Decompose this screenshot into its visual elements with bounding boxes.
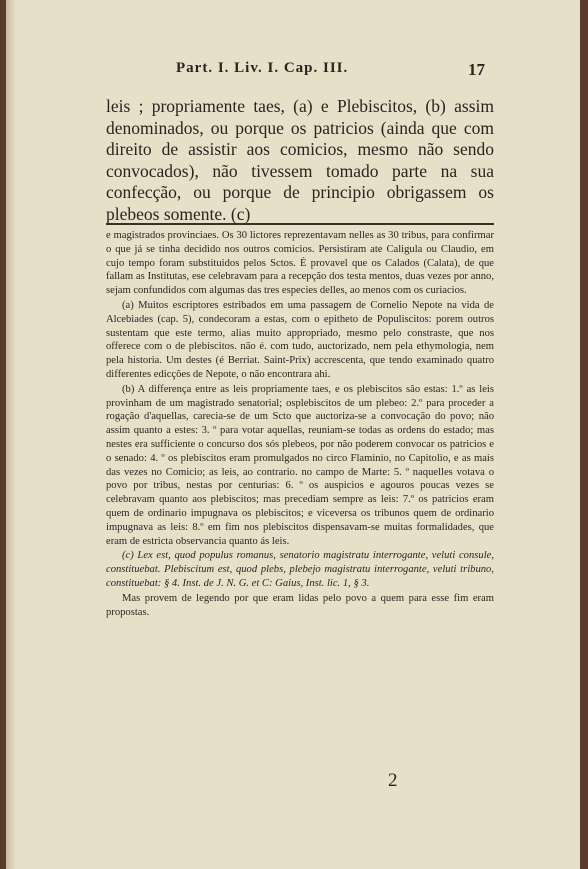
signature-mark: 2	[388, 770, 398, 791]
footnote-b: (b) A differença entre as leis propriamente taes, e os plebiscitos são estas: 1.º as leis provinham de um magistrado senatorial; osplebiscitos de um plebeo: 2.º para proceder a rogação d'aquellas, carecia-se de um Scto que auctoriza-se a convocação do povo; não assim quanto a estes: 3. º para votar aquellas, reuniam-se todas as ordens do estado; mas nestes era sufficiente o concurso dos sós plebeos, por não poderem convocar os patricios e o senado: 4. º os plebiscitos eram promulgados no circo Flaminio, no Capitolio, e as mais das vezes no Comicio; as leis, ao contrario. no campo de Marte: 5. º naquelles votava o povo por tribus, nestas por centurias: 6. º os auspicios e agouros poucas vezes se celebravam quanto aos plebiscitos; mas precediam sempre as leis: 7.º os patricios eram quem de ordinario impugnava os plebiscitos; e viceversa os tribunos quem de ordinario impugnava as leis: 8.º em fim nos plebiscitos dispensavam-se muitas formalidades, que eram de estricta observancia quanto ás leis.	[106, 383, 494, 547]
book-page	[6, 0, 580, 869]
footnote-c-latin-text: (c) Lex est, quod populus romanus, senatorio magistratu interrogante, veluti consule, constituebat. Plebiscitum est, quod plebs, plebejo magistratu interrogante, veluti tribuno, constituebat: § 4. Inst. de J. N. G. et C: Gaius, Inst. lic. 1, § 3.	[106, 550, 494, 589]
page-spine-shadow	[6, 0, 16, 869]
running-header: Part. I. Liv. I. Cap. III.	[176, 60, 349, 76]
footnote-c-portuguese: Mas provem de legendo por que eram lidas pelo povo a quem para esse fim eram propostas.	[106, 592, 494, 618]
footnote-c-latin	[106, 549, 494, 590]
main-paragraph: leis ; propriamente taes, (a) e Plebiscitos, (b) assim denominados, ou porque os patricios (ainda que com direito de assistir aos comicios, mesmo não sendo convocados), não tivessem tomado parte na sua confecção, ou porque de principio obrigassem os plebeos somente. (c)	[106, 96, 494, 224]
footnote-a: (a) Muitos escriptores estribados em uma passagem de Cornelio Nepote na vida de Alcebiades (cap. 5), condecoram a estas, com o epitheto de Populiscitos: porem outros sustentam que este termo, alias muito appropriado, mesmo pelo constraste, que nos offerece com o de plebiscitos. não é. com tudo, auctorizado, nem pela ethymologia, nem pela historia. Um destes (é Berriat. Saint-Prix) accrescenta, que tendo examinado quatro differentes edicções de Nepote, o não encontrara ahi.	[106, 299, 494, 380]
footnotes-block	[106, 229, 494, 620]
page-number: 17	[468, 60, 485, 79]
main-text-block	[106, 96, 494, 225]
footnote-divider	[106, 223, 494, 225]
footnote-continuation: e magistrados provinciaes. Os 30 lictores reprezentavam nelles as 30 tribus, para confirmar o que já se tinha decidido nos outros comicios. Persistiram ate Caligula ou Claudio, em cujo tempo foram substituidos pelos Sctos. É provavel que os Calados (Calata), de que fallam as Institutas, ese celebravam para a recepção dos testa mentos, duas vezes por anno, sejam confundidos com algumas das tres especies delles, ao menos com os curiacios.	[106, 230, 494, 297]
